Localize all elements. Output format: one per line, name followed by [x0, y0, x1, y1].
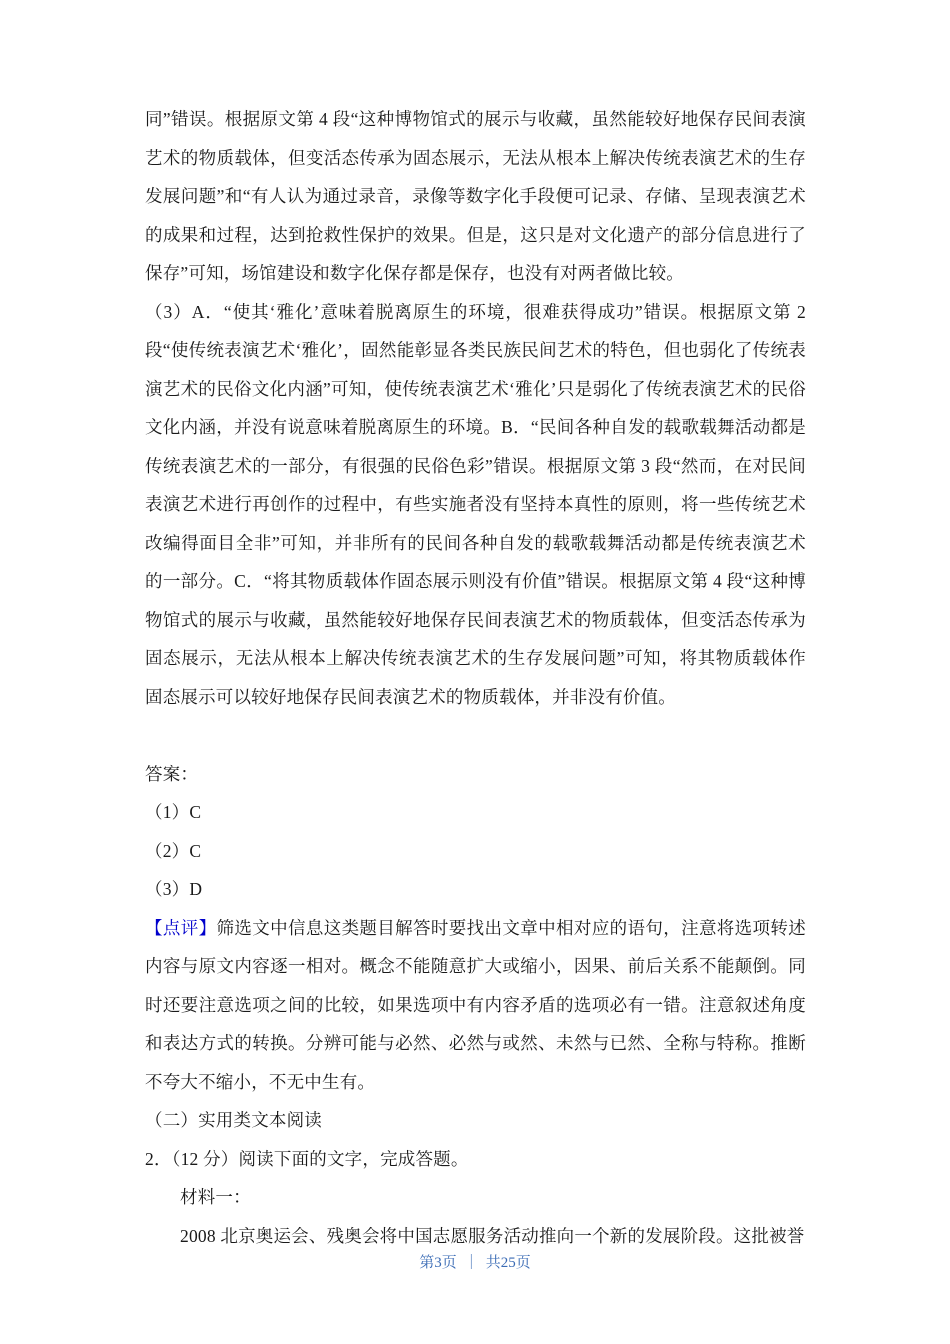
material-paragraph: 2008 北京奥运会、残奥会将中国志愿服务活动推向一个新的发展阶段。这批被誉 — [180, 1225, 805, 1246]
footer-total-pages: 共25页 — [485, 1255, 531, 1271]
answer-line-2: （2）C — [145, 840, 202, 861]
question-2: 2．（12 分）阅读下面的文字，完成答题。 — [145, 1148, 469, 1169]
comment-text: 筛选文中信息这类题目解答时要找出文章中相对应的语句，注意将选项转述内容与原文内容逐一相对。概念不能随意扩大或缩小，因果、前后关系不能颠倒。同时还要注意选项之间的比较，如果选项中有内容矛盾的选项必有一错。注意叙述角度和表达方式的转换。分辨可能与必然、必然与或然、未然与已然、全称与特称。推断不夸大不缩小，不无中生有。 — [145, 917, 806, 1092]
paragraph-comment — [145, 909, 806, 1102]
answer-heading: 答案： — [145, 763, 199, 784]
answer-line-1: （1）C — [145, 802, 202, 822]
footer-page-number: 第3页 — [419, 1255, 457, 1271]
paragraph-analysis-q3: （3）A．“使其‘雅化’意味着脱离原生的环境，很难获得成功”错误。根据原文第 2 段“使传统表演艺术‘雅化’，固然能彰显各类民族民间艺术的特色，但也弱化了传统表演艺术的民俗文化内涵”可知，使传统表演艺术‘雅化’只是弱化了传统表演艺术的民俗文化内涵，并没有说意味着脱离原生的环境。B．“民间各种自发的载歌载舞活动都是传统表演艺术的一部分，有很强的民俗色彩”错误。根据原文第 3 段“然而，在对民间表演艺术进行再创作的过程中，有些实施者没有坚持本真性的原则，将一些传统艺术改编得面目全非”可知，并非所有的民间各种自发的载歌载舞活动都是传统表演艺术的一部分。C．“将其物质载体作固态展示则没有价值”错误。根据原文第 4 段“这种博物馆式的展示与收藏，虽然能较好地保存民间表演艺术的物质载体，但变活态传承为固态展示，无法从根本上解决传统表演艺术的生存发展问题”可知，将其物质载体作固态展示可以较好地保存民间表演艺术的物质载体，并非没有价值。 — [145, 301, 806, 707]
paragraph-continuation: 同”错误。根据原文第 4 段“这种博物馆式的展示与收藏，虽然能较好地保存民间表演艺术的物质载体，但变活态传承为固态展示，无法从根本上解决传统表演艺术的生存发展问题”和“有人认为通过录音，录像等数字化手段便可记录、存储、呈现表演艺术的成果和过程，达到抢救性保护的效果。但是，这只是对文化遗产的部分信息进行了保存”可知，场馆建设和数字化保存都是保存，也没有对两者做比较。 — [145, 109, 806, 283]
comment-label: 【点评】 — [145, 917, 217, 938]
footer-separator: ｜ — [463, 1255, 479, 1271]
answer-line-3: （3）D — [145, 879, 203, 899]
document-content — [145, 100, 806, 1255]
page-footer — [0, 1251, 950, 1272]
section-heading: （二）实用类文本阅读 — [145, 1110, 322, 1130]
material-heading: 材料一： — [180, 1187, 251, 1207]
